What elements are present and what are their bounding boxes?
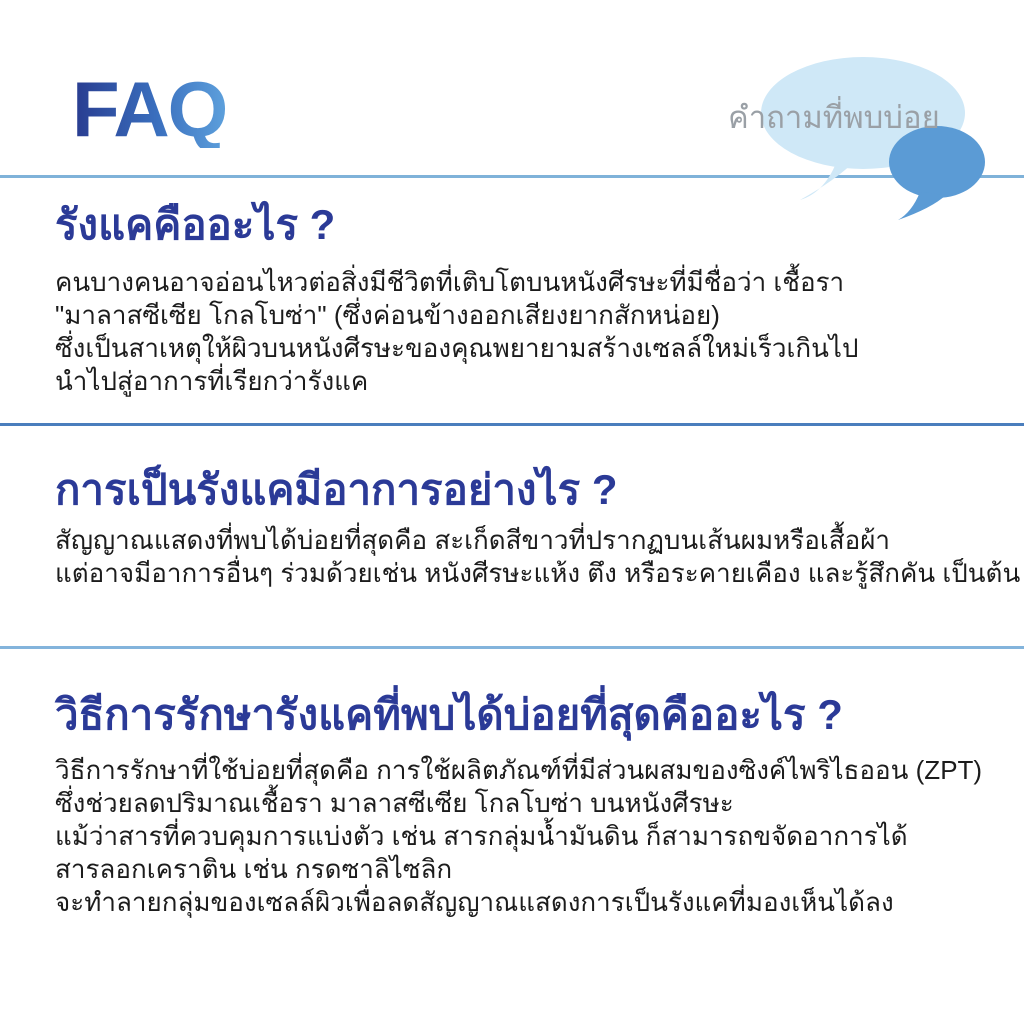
body-line: คนบางคนอาจอ่อนไหวต่อสิ่งมีชีวิตที่เติบโตบนหนังศีรษะที่มีชื่อว่า เชื้อรา [55,267,845,297]
section-1-body [55,266,859,398]
section-3-body [55,754,982,919]
speech-bubbles-icon [700,40,1024,250]
body-line: แต่อาจมีอาการอื่นๆ ร่วมด้วยเช่น หนังศีรษะแห้ง ตึง หรือระคายเคือง และรู้สึกคัน เป็นต้น [55,558,1021,588]
body-line: ซึ่งช่วยลดปริมาณเชื้อรา มาลาสซีเซีย โกลโบซ่า บนหนังศีรษะ [55,788,734,818]
section-3-heading: วิธีการรักษารังแคที่พบได้บ่อยที่สุดคืออะไร ? [55,691,843,738]
body-line: ซึ่งเป็นสาเหตุให้ผิวบนหนังศีรษะของคุณพยายามสร้างเซลล์ใหม่เร็วเกินไป [55,333,859,363]
section-divider [0,646,1024,649]
body-line: วิธีการรักษาที่ใช้บ่อยที่สุดคือ การใช้ผลิตภัณฑ์ที่มีส่วนผสมของซิงค์ไพริไธออน (ZPT) [55,755,983,785]
body-line: สัญญาณแสดงที่พบได้บ่อยที่สุดคือ สะเก็ดสีขาวที่ปรากฏบนเส้นผมหรือเสื้อผ้า [55,525,891,555]
body-line: สารลอกเคราติน เช่น กรดซาลิไซลิก [55,854,453,884]
section-2-body [55,524,1020,590]
body-line: "มาลาสซีเซีย โกลโบซ่า" (ซึ่งค่อนข้างออกเสียงยากสักหน่อย) [55,300,720,330]
body-line: นำไปสู่อาการที่เรียกว่ารังแค [55,366,369,396]
section-2-heading: การเป็นรังแคมีอาการอย่างไร ? [55,466,618,513]
bubble-caption: คำถามที่พบบ่อย [728,100,940,135]
section-divider [0,423,1024,426]
section-1-heading: รังแคคืออะไร ? [55,201,336,248]
faq-logo: FAQ [72,65,227,153]
body-line: แม้ว่าสารที่ควบคุมการแบ่งตัว เช่น สารกลุ่มน้ำมันดิน ก็สามารถขจัดอาการได้ [55,821,908,851]
body-line: จะทำลายกลุ่มของเซลล์ผิวเพื่อลดสัญญาณแสดงการเป็นรังแคที่มองเห็นได้ลง [55,887,894,917]
